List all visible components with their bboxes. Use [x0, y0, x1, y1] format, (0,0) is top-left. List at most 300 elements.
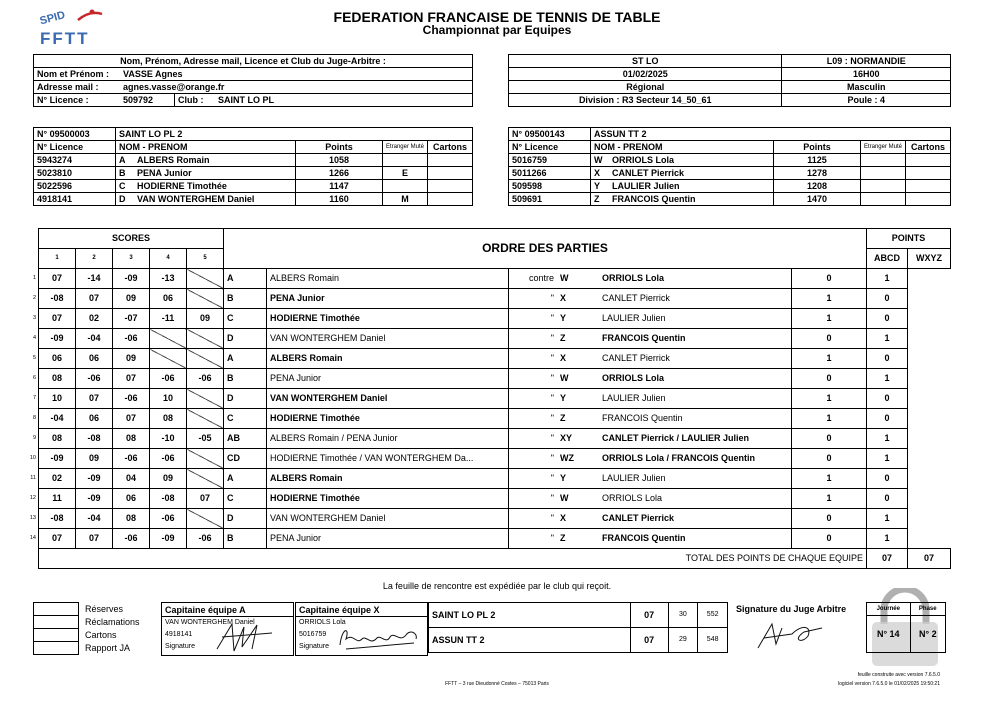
away-letter: Y [557, 469, 599, 489]
summary-points: 07 [630, 603, 668, 628]
away-player: CANLET Pierrick [599, 349, 792, 369]
points-a: 1 [792, 349, 867, 369]
set-score [150, 329, 187, 349]
player-name: VAN WONTERGHEM Daniel [134, 193, 295, 206]
versus: " [509, 489, 558, 509]
player-points: 1058 [295, 154, 382, 167]
player-cards [906, 154, 951, 167]
player-foreign [860, 193, 905, 206]
team-a-table [33, 127, 473, 206]
set-score [187, 449, 224, 469]
versus: " [509, 349, 558, 369]
team-x-table [508, 127, 951, 206]
game-row [21, 429, 951, 449]
set-score: 08 [113, 429, 150, 449]
player-name: FRANCOIS Quentin [609, 193, 773, 206]
versus: " [509, 309, 558, 329]
captain-a-box [162, 617, 294, 656]
footer-version-built: feuille construite avec version 7.6.5.0 [857, 672, 940, 678]
set-score [187, 509, 224, 529]
captain-x-name: ORRIOLS Lola [299, 619, 346, 626]
captain-a-table [161, 602, 294, 656]
points-x: 0 [867, 349, 908, 369]
total-a: 07 [867, 549, 908, 569]
set-score: 10 [150, 389, 187, 409]
set-score: 02 [39, 469, 76, 489]
game-number: 10 [29, 455, 36, 461]
player-foreign [382, 180, 427, 193]
player-points: 1266 [295, 167, 382, 180]
away-letter: X [557, 289, 599, 309]
points-x: 1 [867, 369, 908, 389]
away-player: LAULIER Julien [599, 309, 792, 329]
player-foreign [860, 167, 905, 180]
versus: contre [509, 269, 558, 289]
versus: " [509, 409, 558, 429]
gender: Masculin [782, 81, 951, 94]
home-letter: CD [224, 449, 267, 469]
set-score: -09 [76, 469, 113, 489]
set-score: -08 [150, 489, 187, 509]
captain-x-signature-label: Signature [299, 643, 329, 650]
player-foreign [860, 154, 905, 167]
player-points: 1208 [773, 180, 860, 193]
home-player: VAN WONTERGHEM Daniel [267, 329, 509, 349]
away-letter: X [557, 509, 599, 529]
points-a: 0 [792, 509, 867, 529]
away-letter: X [557, 349, 599, 369]
set-score: -09 [39, 449, 76, 469]
game-row [21, 349, 951, 369]
header-points: Points [295, 141, 382, 154]
home-player: HODIERNE Timothée / VAN WONTERGHEM Da... [267, 449, 509, 469]
set-score: -08 [39, 289, 76, 309]
set-score: 07 [76, 389, 113, 409]
summary-team: SAINT LO PL 2 [429, 603, 631, 628]
set-score: -09 [39, 329, 76, 349]
team-x-number: N° 09500143 [509, 128, 591, 141]
game-number: 9 [32, 435, 36, 441]
versus: " [509, 389, 558, 409]
set-score: 09 [187, 309, 224, 329]
player-row [34, 167, 473, 180]
referee-licence-label: N° Licence : [34, 94, 121, 107]
away-letter: W [557, 269, 599, 289]
player-row [509, 154, 951, 167]
player-licence: 509598 [509, 180, 591, 193]
referee-table [33, 54, 473, 107]
referee-name-label: Nom et Prénom : [34, 68, 121, 81]
set-score: 02 [76, 309, 113, 329]
points-a: 0 [792, 529, 867, 549]
player-cards [428, 193, 473, 206]
game-number: 4 [32, 335, 36, 341]
page-subtitle: Championnat par Equipes [422, 23, 572, 37]
set-score: 08 [113, 509, 150, 529]
game-number: 1 [32, 275, 36, 281]
game-number: 7 [32, 395, 36, 401]
versus: " [509, 429, 558, 449]
summary-row [429, 603, 728, 628]
checks-table [33, 602, 161, 655]
games-table [21, 228, 951, 569]
summary-team: ASSUN TT 2 [429, 628, 631, 653]
check-row [34, 642, 161, 655]
player-foreign: M [382, 193, 427, 206]
captain-x-table [295, 602, 428, 656]
player-letter: W [591, 154, 610, 167]
referee-mail-label: Adresse mail : [34, 81, 121, 94]
referee-heading: Nom, Prénom, Adresse mail, Licence et Club du Juge-Arbitre : [34, 55, 473, 68]
set-score: 07 [76, 289, 113, 309]
away-player: ORRIOLS Lola [599, 269, 792, 289]
away-letter: Y [557, 389, 599, 409]
game-number: 14 [29, 535, 36, 541]
set-score: 04 [113, 469, 150, 489]
away-player: CANLET Pierrick [599, 289, 792, 309]
player-row [34, 154, 473, 167]
player-name: PENA Junior [134, 167, 295, 180]
summary-sets: 29 [668, 628, 698, 653]
away-player: ORRIOLS Lola [599, 369, 792, 389]
game-number: 11 [30, 475, 36, 481]
check-label: Réclamations [85, 617, 140, 627]
player-licence: 5943274 [34, 154, 116, 167]
away-player: FRANCOIS Quentin [599, 529, 792, 549]
versus: " [509, 509, 558, 529]
set-score: 07 [39, 529, 76, 549]
player-foreign: E [382, 167, 427, 180]
game-number: 6 [32, 375, 36, 381]
captain-x-box [296, 617, 428, 656]
order-header: ORDRE DES PARTIES [224, 229, 867, 269]
logo-spid-text: SPID [38, 9, 67, 28]
set-number: 5 [187, 249, 224, 269]
game-row [21, 309, 951, 329]
player-licence: 5022596 [34, 180, 116, 193]
home-letter: D [224, 389, 267, 409]
set-score: 11 [39, 489, 76, 509]
points-a: 0 [792, 429, 867, 449]
set-score [150, 349, 187, 369]
set-score: -06 [113, 529, 150, 549]
points-x: 0 [867, 489, 908, 509]
ja-signature [752, 614, 832, 654]
player-row [34, 180, 473, 193]
header-licence: N° Licence [34, 141, 116, 154]
set-score: -06 [150, 369, 187, 389]
dispatch-note: La feuille de rencontre est expédiée par le club qui reçoit. [382, 581, 612, 591]
points-a: 1 [792, 309, 867, 329]
wxyz-header: WXYZ [908, 249, 951, 269]
set-score: 09 [150, 469, 187, 489]
header-cards: Cartons [906, 141, 951, 154]
home-letter: AB [224, 429, 267, 449]
summary-sets: 30 [668, 603, 698, 628]
set-score: -04 [39, 409, 76, 429]
header-points: Points [773, 141, 860, 154]
home-player: HODIERNE Timothée [267, 409, 509, 429]
points-x: 0 [867, 289, 908, 309]
set-score: 06 [113, 489, 150, 509]
league: L09 : NORMANDIE [782, 55, 951, 68]
set-score: -04 [76, 509, 113, 529]
set-score: 08 [39, 369, 76, 389]
away-letter: W [557, 489, 599, 509]
home-player: VAN WONTERGHEM Daniel [267, 509, 509, 529]
team-a-name: SAINT LO PL 2 [116, 128, 473, 141]
set-number: 3 [113, 249, 150, 269]
player-name: ALBERS Romain [134, 154, 295, 167]
set-score: -08 [76, 429, 113, 449]
home-letter: A [224, 269, 267, 289]
home-letter: C [224, 309, 267, 329]
set-score: -05 [187, 429, 224, 449]
set-score [187, 409, 224, 429]
points-a: 0 [792, 329, 867, 349]
day-value: N° 14 [867, 616, 911, 653]
points-a: 1 [792, 469, 867, 489]
set-score: 08 [39, 429, 76, 449]
page-title: FEDERATION FRANCAISE DE TENNIS DE TABLE [333, 9, 661, 25]
player-points: 1125 [773, 154, 860, 167]
home-letter: A [224, 469, 267, 489]
player-row [509, 180, 951, 193]
phase-label: Phase [910, 603, 945, 616]
set-score: 06 [76, 349, 113, 369]
referee-mail: agnes.vasse@orange.fr [120, 81, 473, 94]
footer-version-software: logiciel version 7.6.5.0 le 01/02/2025 19:50:21 [837, 681, 940, 687]
away-player: LAULIER Julien [599, 469, 792, 489]
versus: " [509, 529, 558, 549]
captain-a-label: Capitaine équipe A [162, 603, 294, 617]
player-points: 1147 [295, 180, 382, 193]
home-player: PENA Junior [267, 529, 509, 549]
set-number: 4 [150, 249, 187, 269]
player-cards [428, 180, 473, 193]
away-letter: Y [557, 309, 599, 329]
home-letter: B [224, 529, 267, 549]
check-label: Cartons [85, 630, 117, 640]
points-x: 1 [867, 329, 908, 349]
game-row [21, 469, 951, 489]
header-foreign: Etranger Muté [382, 141, 427, 154]
game-row [21, 389, 951, 409]
captain-x-licence: 5016759 [299, 631, 327, 638]
home-letter: B [224, 369, 267, 389]
away-letter: Z [557, 329, 599, 349]
summary-balls: 548 [698, 628, 728, 653]
venue: ST LO [509, 55, 782, 68]
player-letter: Z [591, 193, 610, 206]
player-points: 1160 [295, 193, 382, 206]
set-score: -06 [76, 369, 113, 389]
player-points: 1470 [773, 193, 860, 206]
player-cards [428, 167, 473, 180]
points-header: POINTS [867, 229, 951, 249]
set-score: 07 [187, 489, 224, 509]
game-number: 12 [29, 495, 36, 501]
set-score [187, 269, 224, 289]
player-letter: X [591, 167, 610, 180]
versus: " [509, 369, 558, 389]
versus: " [509, 329, 558, 349]
away-player: CANLET Pierrick / LAULIER Julien [599, 429, 792, 449]
day-phase-table [866, 602, 946, 653]
home-letter: C [224, 409, 267, 429]
level: Régional [509, 81, 782, 94]
player-name: ORRIOLS Lola [609, 154, 773, 167]
home-player: ALBERS Romain [267, 269, 509, 289]
away-player: ORRIOLS Lola [599, 489, 792, 509]
check-row [34, 629, 161, 642]
player-letter: B [116, 167, 135, 180]
points-a: 1 [792, 289, 867, 309]
away-player: LAULIER Julien [599, 389, 792, 409]
versus: " [509, 469, 558, 489]
player-row [509, 167, 951, 180]
referee-club-label: Club : [175, 94, 216, 107]
away-player: FRANCOIS Quentin [599, 409, 792, 429]
set-score: -04 [76, 329, 113, 349]
player-letter: C [116, 180, 135, 193]
game-number: 13 [29, 515, 36, 521]
set-score [187, 469, 224, 489]
set-score: -06 [113, 449, 150, 469]
points-x: 1 [867, 529, 908, 549]
set-score: 07 [39, 309, 76, 329]
check-label: Réserves [85, 604, 124, 614]
game-row [21, 329, 951, 349]
check-box[interactable] [34, 616, 79, 629]
player-letter: D [116, 193, 135, 206]
set-score: 09 [76, 449, 113, 469]
home-letter: B [224, 289, 267, 309]
home-player: VAN WONTERGHEM Daniel [267, 389, 509, 409]
away-letter: Z [557, 529, 599, 549]
set-score [187, 329, 224, 349]
set-score: -06 [113, 329, 150, 349]
player-licence: 5023810 [34, 167, 116, 180]
logo-fftt-text: FFTT [40, 29, 90, 48]
set-score: -07 [113, 309, 150, 329]
home-letter: D [224, 329, 267, 349]
player-letter: A [116, 154, 135, 167]
team-x-name: ASSUN TT 2 [591, 128, 951, 141]
check-box[interactable] [34, 603, 79, 616]
player-points: 1278 [773, 167, 860, 180]
captain-x-signature [336, 623, 426, 653]
set-score: 10 [39, 389, 76, 409]
set-score: -06 [150, 449, 187, 469]
division: Division : R3 Secteur 14_50_61 [509, 94, 782, 107]
points-a: 0 [792, 369, 867, 389]
away-letter: W [557, 369, 599, 389]
points-x: 1 [867, 509, 908, 529]
set-score: 09 [113, 349, 150, 369]
player-letter: Y [591, 180, 610, 193]
referee-licence: 509792 [120, 94, 175, 107]
header-name: NOM - PRENOM [116, 141, 296, 154]
points-a: 1 [792, 489, 867, 509]
game-row [21, 409, 951, 429]
set-score: -06 [187, 369, 224, 389]
set-score: -13 [150, 269, 187, 289]
header-licence: N° Licence [509, 141, 591, 154]
game-row [21, 509, 951, 529]
set-score [187, 289, 224, 309]
points-x: 1 [867, 269, 908, 289]
home-player: HODIERNE Timothée [267, 309, 509, 329]
set-score: -09 [113, 269, 150, 289]
game-number: 8 [32, 415, 36, 421]
header-cards: Cartons [428, 141, 473, 154]
away-letter: XY [557, 429, 599, 449]
team-a-number: N° 09500003 [34, 128, 116, 141]
away-player: CANLET Pierrick [599, 509, 792, 529]
referee-club: SAINT LO PL [215, 94, 473, 107]
captain-x-label: Capitaine équipe X [296, 603, 428, 617]
check-box[interactable] [34, 642, 79, 655]
total-x: 07 [908, 549, 951, 569]
set-score: 07 [113, 369, 150, 389]
set-score: -10 [150, 429, 187, 449]
game-number: 2 [32, 295, 36, 301]
set-score: 07 [76, 529, 113, 549]
player-cards [906, 180, 951, 193]
home-letter: D [224, 509, 267, 529]
player-name: CANLET Pierrick [609, 167, 773, 180]
player-cards [428, 154, 473, 167]
header-name: NOM - PRENOM [591, 141, 774, 154]
set-number: 2 [76, 249, 113, 269]
set-score: -14 [76, 269, 113, 289]
game-row [21, 449, 951, 469]
player-licence: 5016759 [509, 154, 591, 167]
captain-a-name: VAN WONTERGHEM Daniel [165, 619, 255, 626]
summary-balls: 552 [698, 603, 728, 628]
points-x: 1 [867, 429, 908, 449]
versus: " [509, 289, 558, 309]
phase-value: N° 2 [910, 616, 945, 653]
check-row [34, 603, 161, 616]
points-x: 0 [867, 469, 908, 489]
set-score: 09 [113, 289, 150, 309]
set-number: 1 [39, 249, 76, 269]
away-player: ORRIOLS Lola / FRANCOIS Quentin [599, 449, 792, 469]
game-row [21, 289, 951, 309]
set-score: 06 [150, 289, 187, 309]
summary-row [429, 628, 728, 653]
player-foreign [382, 154, 427, 167]
set-score: -08 [39, 509, 76, 529]
header-foreign: Etranger Muté [860, 141, 905, 154]
versus: " [509, 449, 558, 469]
game-row [21, 489, 951, 509]
home-player: HODIERNE Timothée [267, 489, 509, 509]
set-score: -09 [76, 489, 113, 509]
game-row [21, 369, 951, 389]
home-player: ALBERS Romain / PENA Junior [267, 429, 509, 449]
points-x: 0 [867, 389, 908, 409]
match-time: 16H00 [782, 68, 951, 81]
game-row [21, 529, 951, 549]
set-score: 07 [39, 269, 76, 289]
check-box[interactable] [34, 629, 79, 642]
away-letter: WZ [557, 449, 599, 469]
set-score: 07 [113, 409, 150, 429]
check-label: Rapport JA [85, 643, 131, 653]
